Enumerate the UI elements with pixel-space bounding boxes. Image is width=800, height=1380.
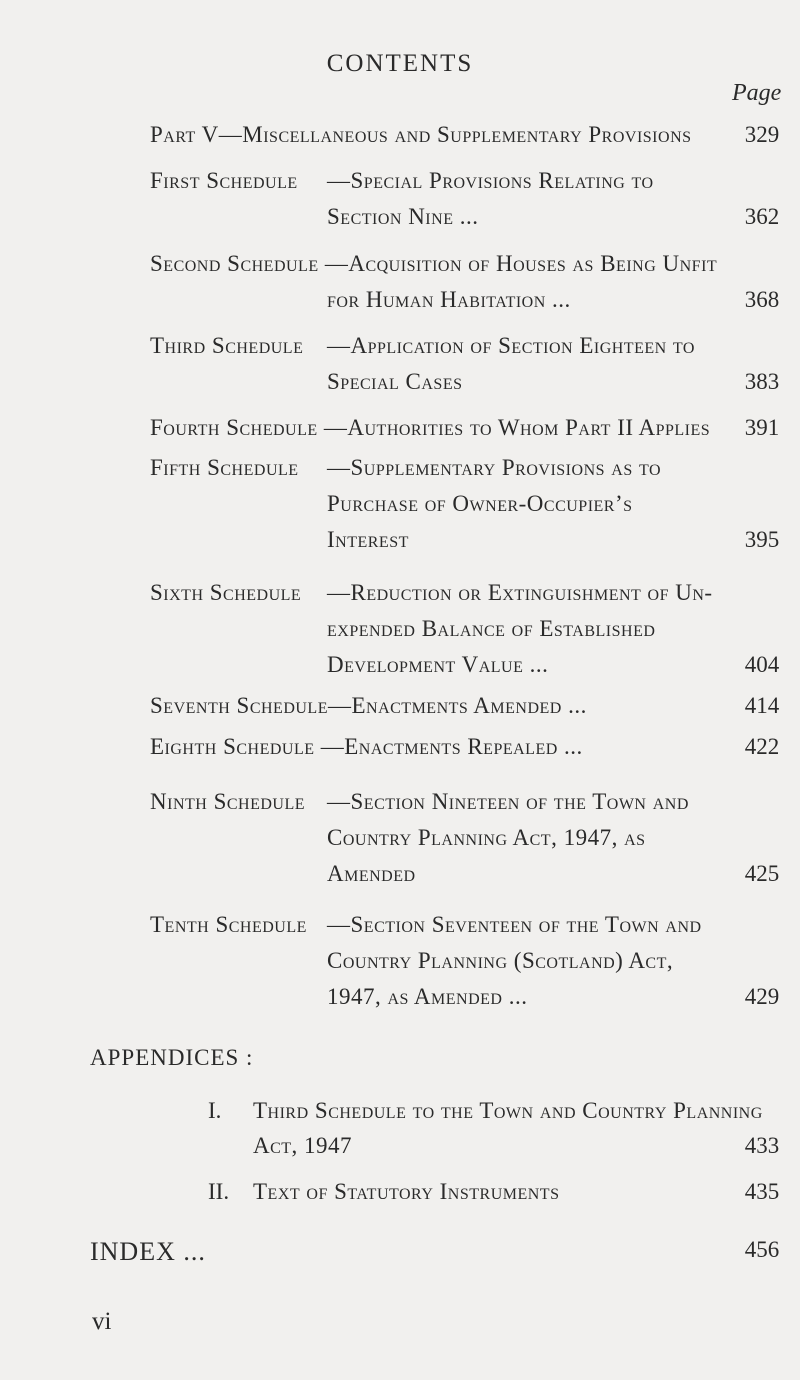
page-number-sixth: 404 xyxy=(744,652,780,677)
schedule-label-sixth: Sixth Schedule xyxy=(150,580,302,605)
page-number-index: 456 xyxy=(744,1237,780,1262)
schedule-label-fifth: Fifth Schedule xyxy=(150,455,299,480)
page-number-fourth: 391 xyxy=(744,415,780,440)
page-number-second: 368 xyxy=(744,287,780,312)
toc-entry-fourth: Fourth Schedule —Authorities to Whom Part II Applies xyxy=(150,415,711,440)
toc-entry-appendix1-line1: Third Schedule to the Town and Country Planning xyxy=(253,1098,763,1123)
page-title: CONTENTS xyxy=(326,50,474,77)
toc-entry-third-line2: Special Cases xyxy=(327,369,463,394)
toc-entry-second-line1: Second Schedule —Acquisition of Houses as Being Unfit xyxy=(150,251,718,276)
page-number-ninth: 425 xyxy=(744,861,780,886)
page-number-part5: 329 xyxy=(744,122,780,147)
page-column-header: Page xyxy=(732,80,782,106)
page-number-fifth: 395 xyxy=(744,527,780,552)
toc-entry-sixth-line1: —Reduction or Extinguishment of Un- xyxy=(327,580,713,605)
page-number-appendix2: 435 xyxy=(744,1179,780,1204)
toc-entry-fifth-line1: —Supplementary Provisions as to xyxy=(327,455,662,480)
toc-entry-appendix1-line2: Act, 1947 xyxy=(253,1133,353,1158)
toc-entry-second-line2: for Human Habitation ... xyxy=(327,287,571,312)
toc-entry-first-line1: —Special Provisions Relating to xyxy=(327,168,654,193)
page-number-tenth: 429 xyxy=(744,984,780,1009)
toc-entry-eighth: Eighth Schedule —Enactments Repealed ... xyxy=(150,734,583,759)
toc-entry-tenth-line3: 1947, as Amended ... xyxy=(327,984,528,1009)
toc-entry-seventh: Seventh Schedule—Enactments Amended ... xyxy=(150,693,587,718)
toc-entry-sixth-line3: Development Value ... xyxy=(327,652,549,677)
toc-entry-fifth-line2: Purchase of Owner-Occupier’s xyxy=(327,491,633,516)
page-number-seventh: 414 xyxy=(744,693,780,718)
toc-entry-ninth-line3: Amended xyxy=(327,861,416,886)
toc-entry-ninth-line1: —Section Nineteen of the Town and xyxy=(327,789,689,814)
schedule-label-first: First Schedule xyxy=(150,168,298,193)
schedule-label-third: Third Schedule xyxy=(150,333,304,358)
schedule-label-ninth: Ninth Schedule xyxy=(150,789,306,814)
toc-entry-tenth-line2: Country Planning (Scotland) Act, xyxy=(327,948,674,973)
toc-entry-sixth-line2: expended Balance of Established xyxy=(327,616,656,641)
toc-entry-ninth-line2: Country Planning Act, 1947, as xyxy=(327,825,646,850)
appendices-heading: APPENDICES : xyxy=(90,1045,254,1070)
toc-entry-third-line1: —Application of Section Eighteen to xyxy=(327,333,695,358)
page-number-third: 383 xyxy=(744,369,780,394)
schedule-label-tenth: Tenth Schedule xyxy=(150,912,307,937)
toc-entry-first-line2: Section Nine ... xyxy=(327,204,479,229)
folio-page-number: vi xyxy=(92,1308,112,1335)
toc-entry-index: INDEX ... xyxy=(90,1237,206,1266)
appendix-numeral-2: II. xyxy=(208,1179,230,1204)
page-number-eighth: 422 xyxy=(744,734,780,759)
toc-entry-tenth-line1: —Section Seventeen of the Town and xyxy=(327,912,702,937)
page-number-appendix1: 433 xyxy=(744,1133,780,1158)
toc-entry-appendix2: Text of Statutory Instruments xyxy=(253,1179,560,1204)
toc-entry-part5: Part V—Miscellaneous and Supplementary Provisions xyxy=(150,122,692,147)
toc-entry-fifth-line3: Interest xyxy=(327,527,409,552)
page-number-first: 362 xyxy=(744,204,780,229)
appendix-numeral-1: I. xyxy=(208,1098,222,1123)
